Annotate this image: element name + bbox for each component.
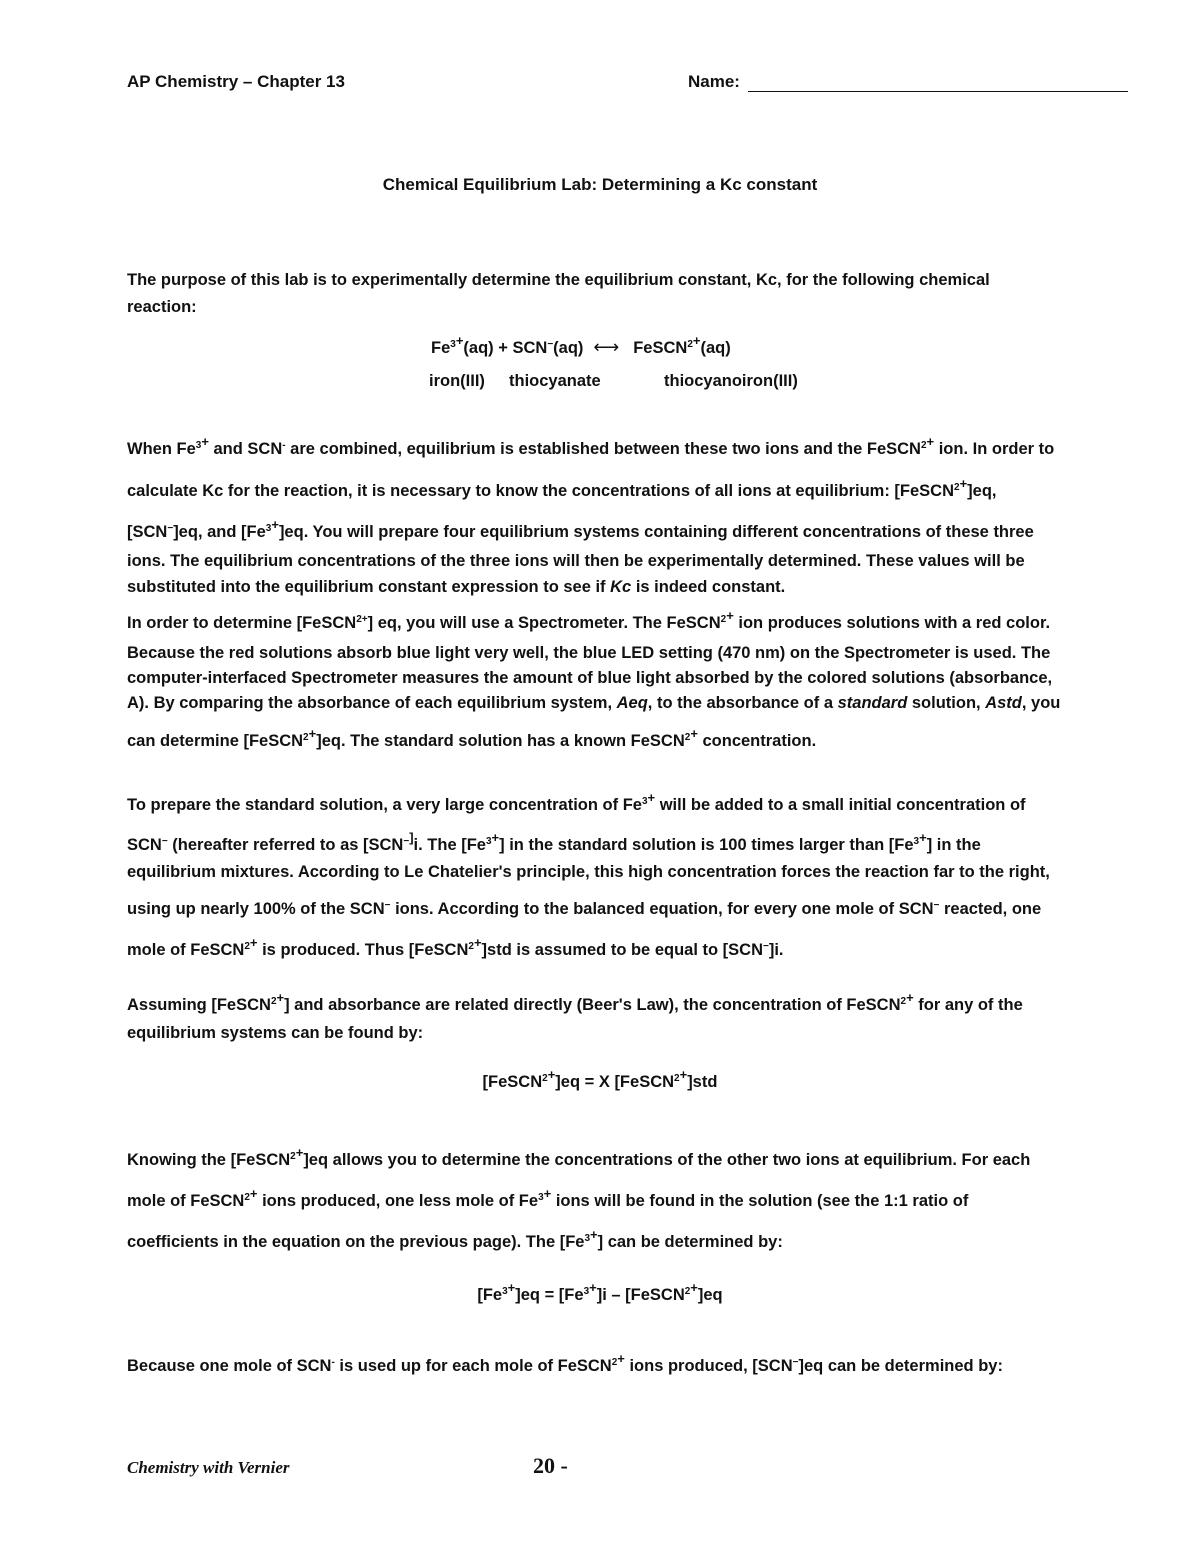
equation-fescn-eq: [FeSCN$^{2+}$]eq = X [FeSCN$^{2+}$]std [482, 1067, 718, 1091]
name-label: Name: [688, 72, 740, 91]
para3-line-3: equilibrium mixtures. According to Le Chatelier's principle, this high concentration forces the reaction far to the right, [127, 863, 1050, 881]
footer-book-title: Chemistry with Vernier [127, 1458, 290, 1477]
product-fescn: FeSCN [633, 339, 688, 357]
reactant-name-iron: iron(III) [429, 372, 485, 390]
footer-page-number: 20 - [533, 1453, 568, 1478]
para6-line-1: Because one mole of SCN- is used up for each mole of FeSCN$^{2+}$ ions produced, [SCN−]eq can be determined by: [127, 1351, 1003, 1375]
intro-line-2: reaction: [127, 298, 197, 316]
para3-line-5: mole of FeSCN$^{2+}$ is produced. Thus [FeSCN$^{2+}$]std is assumed to be equal to [SCN−]i. [127, 935, 784, 959]
para4-line-1: Assuming [FeSCN$^{2+}$] and absorbance are related directly (Beer's Law), the concentration of FeSCN$^{2+}$ for any of the [127, 990, 1023, 1014]
para1-line-5: substituted into the equilibrium constant expression to see if Kc is indeed constant. [127, 578, 786, 596]
header-course: AP Chemistry – Chapter 13 [127, 72, 345, 91]
para2-line-3: computer-interfaced Spectrometer measures the amount of blue light absorbed by the colored solutions (absorbance, [127, 669, 1053, 687]
para5-line-3: coefficients in the equation on the previous page). The $[Fe^{3+}]$ can be determined by: [127, 1227, 783, 1251]
name-line [748, 91, 1128, 92]
para1-line-1: When $Fe^{3+}$ and SCN- are combined, equilibrium is established between these two ions and the FeSCN$^{2+}$ ion. In order to [127, 434, 1055, 458]
para3-line-2: SCN− (hereafter referred to as [SCN−]i. The $[Fe^{3+}]$ in the standard solution is 100 times larger than $[Fe^{3+}]$ in the [127, 830, 981, 854]
intro-line-1: The purpose of this lab is to experimentally determine the equilibrium constant, Kc, for the following chemical [127, 271, 990, 289]
para2-line-4: A). By comparing the absorbance of each equilibrium system, Aeq, to the absorbance of a standard solution, Astd, you [127, 694, 1061, 712]
para3-line-1: To prepare the standard solution, a very large concentration of $Fe^{3+}$ will be added to a small initial concentration of [127, 790, 1026, 814]
para4-line-2: equilibrium systems can be found by: [127, 1024, 424, 1042]
product-name: thiocyanoiron(III) [664, 372, 798, 390]
equilibrium-arrow-icon: ⟷ [593, 337, 620, 357]
reactant-fe: Fe [431, 339, 451, 357]
reactant-name-thiocyanate: thiocyanate [509, 372, 601, 390]
page-title: Chemical Equilibrium Lab: Determining a Kc constant [382, 175, 818, 194]
para1-line-2: calculate Kc for the reaction, it is necessary to know the concentrations of all ions at equilibrium: [FeSCN$^{2+}$]eq, [127, 476, 997, 500]
para2-line-5: can determine [FeSCN$^{2+}$]eq. The standard solution has a known FeSCN$^{2+}$ concentration. [127, 726, 817, 750]
para1-line-4: ions. The equilibrium concentrations of the three ions will then be experimentally determined. These values will be [127, 552, 1025, 570]
para1-line-3: [SCN−]eq, and $[Fe^{3+}]eq$. You will prepare four equilibrium systems containing different concentrations of these three [127, 517, 1034, 541]
equation-fe-eq: $[Fe^{3+}]eq = [Fe^{3+}]i$ – [FeSCN$^{2+}$]eq [477, 1280, 723, 1304]
para2-line-1: In order to determine [FeSCN$^{2+}$] eq, you will use a Spectrometer. The FeSCN$^{2+}$ ion produces solutions with a red color. [127, 608, 1051, 632]
para5-line-1: Knowing the [FeSCN$^{2+}$]eq allows you to determine the concentrations of the other two ions at equilibrium. For each [127, 1145, 1031, 1169]
para2-line-2: Because the red solutions absorb blue light very well, the blue LED setting (470 nm) on the Spectrometer is used. The [127, 644, 1051, 662]
reaction-equation: $Fe^{3+}(aq) + SCN^-(aq)$ ⟷ FeSCN$^{2+}$(aq) [431, 333, 731, 357]
para3-line-4: using up nearly 100% of the SCN− ions. According to the balanced equation, for every one mole of SCN− reacted, one [127, 900, 1042, 918]
para5-line-2: mole of FeSCN$^{2+}$ ions produced, one less mole of $Fe^{3+}$ ions will be found in the solution (see the 1:1 ratio of [127, 1186, 969, 1210]
